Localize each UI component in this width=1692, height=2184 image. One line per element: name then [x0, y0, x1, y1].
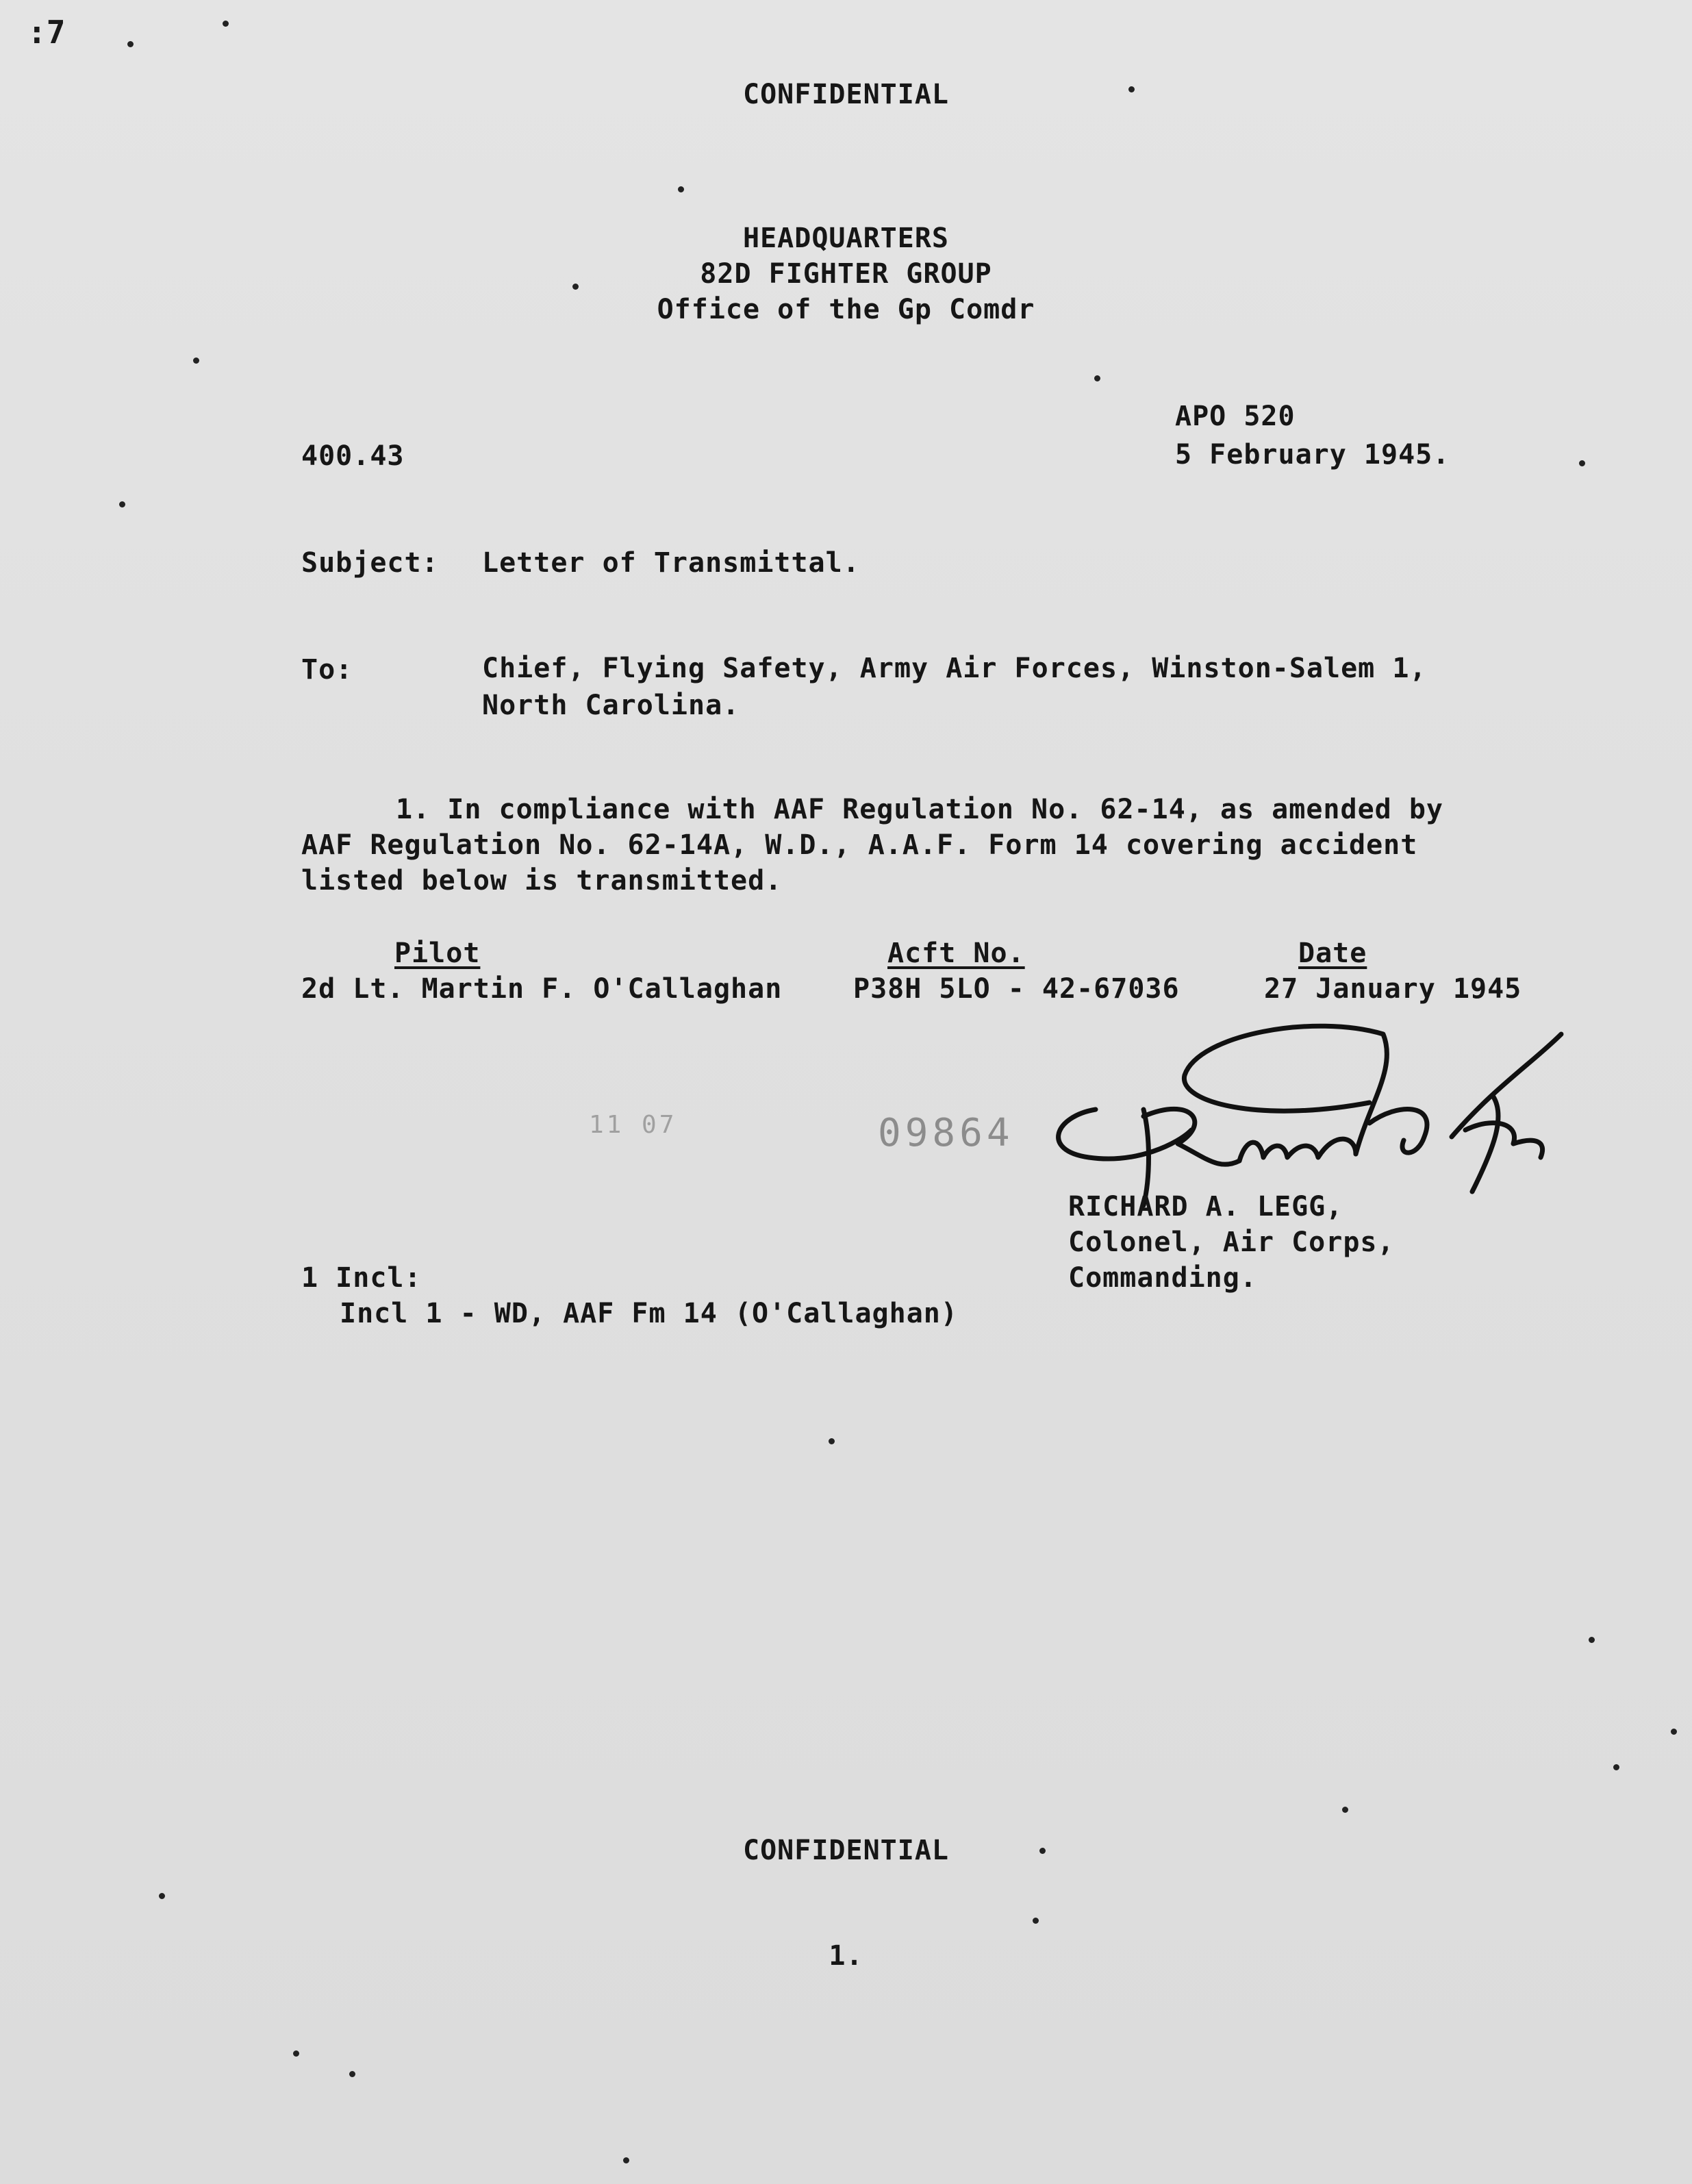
to-line-1: Chief, Flying Safety, Army Air Forces, Winston-Salem 1, — [482, 653, 1427, 684]
table-cell-pilot: 2d Lt. Martin F. O'Callaghan — [301, 973, 783, 1005]
subject-text: Letter of Transmittal. — [482, 547, 860, 579]
file-number: 400.43 — [301, 440, 405, 472]
classification-bottom: CONFIDENTIAL — [743, 1835, 949, 1866]
signer-role: Commanding. — [1068, 1262, 1257, 1294]
body-line-1: 1. In compliance with AAF Regulation No. 62-14, as amended by — [396, 794, 1444, 825]
signer-rank: Colonel, Air Corps, — [1068, 1227, 1395, 1258]
to-label: To: — [301, 654, 353, 686]
body-line-3: listed below is transmitted. — [301, 865, 783, 896]
table-cell-acft: P38H 5LO - 42-67036 — [853, 973, 1180, 1005]
table-header-acft: Acft No. — [887, 938, 1025, 969]
header-line-1: HEADQUARTERS — [743, 223, 949, 254]
letter-date: 5 February 1945. — [1175, 439, 1450, 470]
to-line-2: North Carolina. — [482, 690, 740, 721]
table-header-pilot: Pilot — [394, 938, 481, 969]
header-line-3: Office of the Gp Comdr — [657, 294, 1035, 325]
inclosure-label: 1 Incl: — [301, 1262, 422, 1294]
classification-top: CONFIDENTIAL — [743, 79, 949, 110]
body-line-2: AAF Regulation No. 62-14A, W.D., A.A.F. Form 14 covering accident — [301, 829, 1418, 861]
signer-name: RICHARD A. LEGG, — [1068, 1191, 1343, 1222]
table-cell-date: 27 January 1945 — [1264, 973, 1522, 1005]
header-line-2: 82D FIGHTER GROUP — [700, 258, 992, 290]
received-stamp-number: 09864 — [878, 1111, 1014, 1155]
page-number: 1. — [829, 1940, 863, 1972]
faint-stamp: 11 07 — [589, 1111, 677, 1139]
table-header-date: Date — [1298, 938, 1367, 969]
subject-label: Subject: — [301, 547, 439, 579]
apo: APO 520 — [1175, 401, 1296, 432]
inclosure-item: Incl 1 - WD, AAF Fm 14 (O'Callaghan) — [340, 1298, 958, 1329]
handwritten-mark: :7 — [27, 14, 66, 51]
